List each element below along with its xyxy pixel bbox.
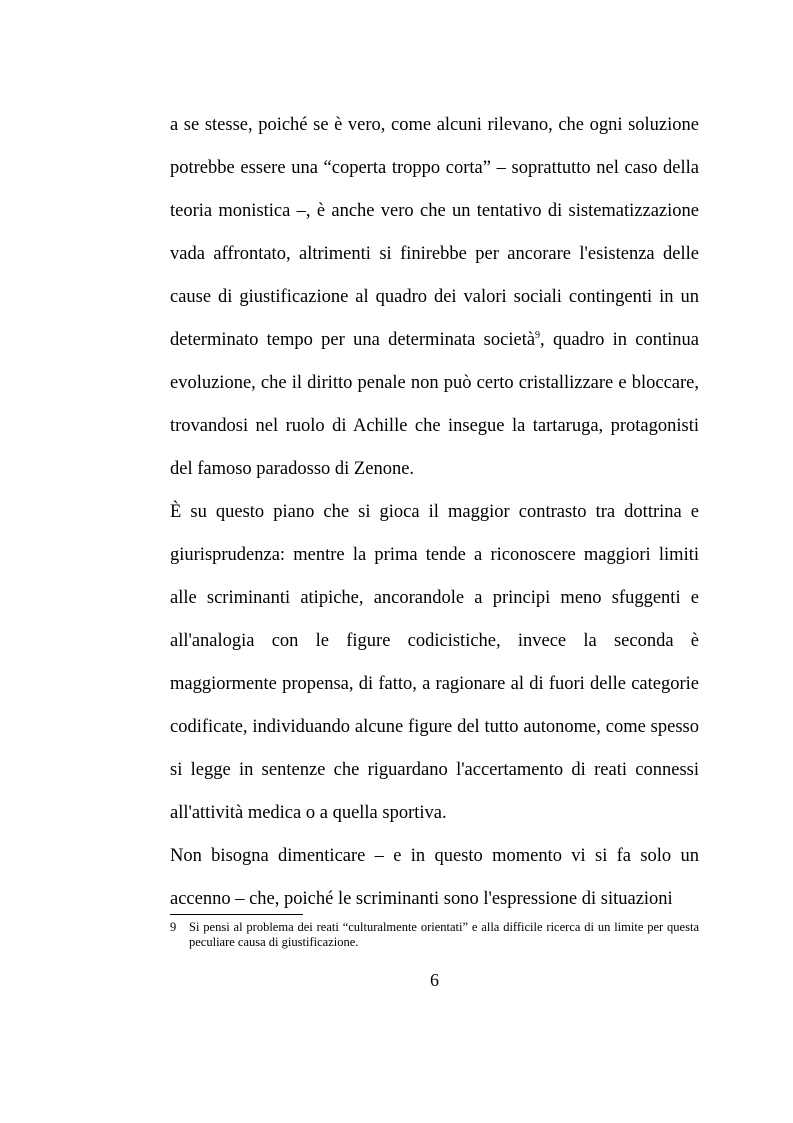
- footnote-number: 9: [170, 920, 177, 934]
- paragraph-2: È su questo piano che si gioca il maggior contrasto tra dottrina e giurisprudenza: mentre la prima tende a riconoscere maggiori limiti alle scriminanti atipiche, ancorandole a principi meno sfuggenti e all'analogia con le figure codicistiche, invece la seconda è maggiormente propensa, di fatto, a ragionare al di fuori delle categorie codificate, individuando alcune figure del tutto autonome, come spesso si legge in sentenze che riguardano l'accertamento di reati connessi all'attività medica o a quella sportiva.: [170, 502, 699, 823]
- footnote-text: Si pensi al problema dei reati “culturalmente orientati” e alla difficile ricerca di un limite per questa peculiare causa di giustificazione.: [189, 920, 699, 949]
- footnote-reference: 9: [535, 330, 541, 341]
- paragraph-1-text: a se stesse, poiché se è vero, come alcuni rilevano, che ogni soluzione potrebbe essere una “coperta troppo corta” – soprattutto nel caso della teoria monistica –, è anche vero che un tentativo di sistematizzazione vada affrontato, altrimenti si finirebbe per ancorare l'esistenza delle cause di giustificazione al quadro dei valori sociali contingenti in un determinato tempo per una determinata società: [170, 115, 699, 350]
- footnote-separator: [170, 914, 303, 915]
- body-text: [170, 104, 699, 921]
- footnote: [170, 920, 699, 950]
- paragraph-1: [170, 104, 699, 491]
- page-number: 6: [430, 970, 439, 990]
- paragraph-3: Non bisogna dimenticare – e in questo momento vi si fa solo un accenno – che, poiché le scriminanti sono l'espressione di situazioni: [170, 846, 699, 909]
- paragraph-1-continuation: , quadro in continua evoluzione, che il diritto penale non può certo cristallizzare e bloccare, trovandosi nel ruolo di Achille che insegue la tartaruga, protagonisti del famoso paradosso di Zenone.: [170, 330, 699, 479]
